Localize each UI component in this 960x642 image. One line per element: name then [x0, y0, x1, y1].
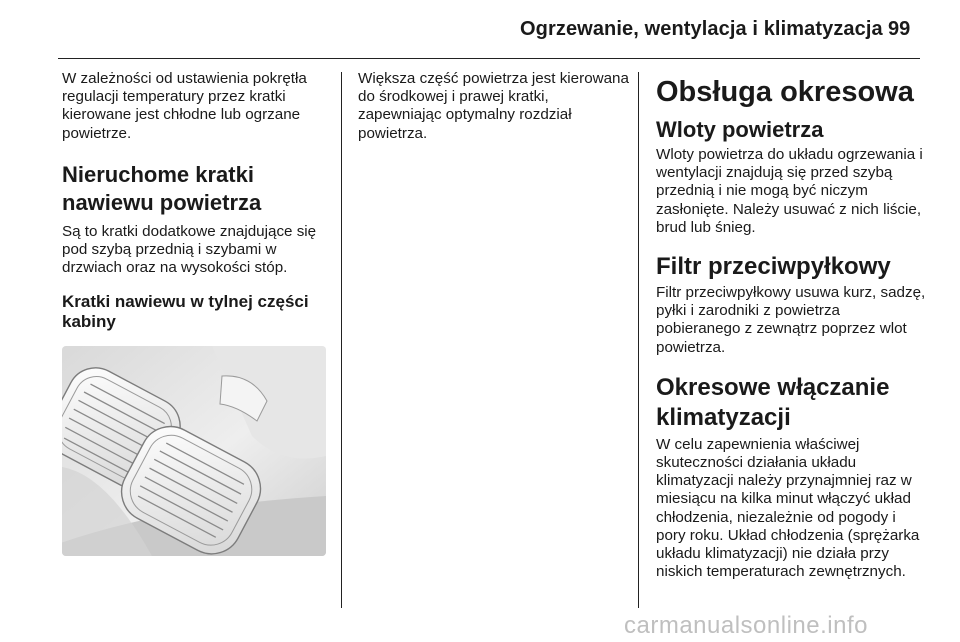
air-distribution-paragraph: Większa część powietrza jest kierowana do środkowej i prawej kratki, zapewniając optymalny rozdział powietrza. — [358, 70, 629, 142]
fixed-vents-heading: Nieruchome kratki nawiewu powietrza — [62, 161, 262, 215]
rear-vents-illustration — [62, 346, 326, 556]
column-3 — [656, 70, 928, 581]
intro-paragraph: W zależności od ustawienia pokrętła regulacji temperatury przez kratki kierowane jest chłodne lub ogrzane powietrze. — [62, 70, 307, 142]
maintenance-heading: Obsługa okresowa — [656, 76, 914, 108]
rear-vents-heading: Kratki nawiewu w tylnej części kabiny — [62, 292, 309, 332]
periodic-ac-paragraph: W celu zapewnienia właściwej skuteczności działania układu klimatyzacji należy przynajmniej raz w miesiącu na kilka minut włączyć układ chłodzenia, niezależnie od pogody i pory roku. Układ chłodzenia (sprężarka układu klimatyzacji) nie działa przy niskich temperaturach zewnętrznych. — [656, 435, 920, 581]
periodic-ac-heading: Okresowe włączanie klimatyzacji — [656, 373, 890, 431]
pollen-filter-heading: Filtr przeciwpyłkowy — [656, 253, 891, 281]
watermark: carmanualsonline.info — [624, 612, 868, 639]
page-header-title: Ogrzewanie, wentylacja i klimatyzacja — [520, 18, 883, 40]
header-rule — [58, 58, 920, 59]
fixed-vents-paragraph: Są to kratki dodatkowe znajdujące się pod szybą przednią i szybami w drzwiach oraz na wysokości stóp. — [62, 222, 317, 277]
column-2 — [358, 70, 630, 143]
air-inlets-paragraph: Wloty powietrza do układu ogrzewania i wentylacji znajdują się przed szybą przednią i nie mogą być niczym zasłonięte. Należy usuwać z nich liście, brud lub śnieg. — [656, 146, 923, 236]
air-inlets-heading: Wloty powietrza — [656, 117, 824, 142]
column-divider-1 — [341, 72, 342, 608]
pollen-filter-paragraph: Filtr przeciwpyłkowy usuwa kurz, sadzę, pyłki i zarodniki z powietrza pobieranego z zewnątrz poprzez wlot powietrza. — [656, 284, 926, 356]
column-divider-2 — [638, 72, 639, 608]
column-1 — [62, 70, 334, 556]
page-number: 99 — [888, 18, 911, 40]
